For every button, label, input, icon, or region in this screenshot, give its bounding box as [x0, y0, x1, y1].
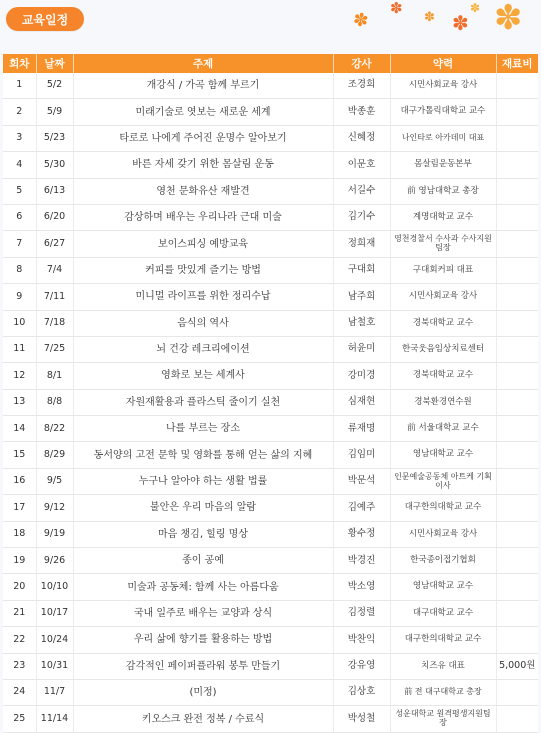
row-number: 9 — [3, 284, 36, 310]
row-bio: 인문예술공동체 아트케 기획이사 — [390, 468, 496, 494]
row-teacher: 김기수 — [333, 204, 390, 230]
row-fee — [496, 257, 538, 283]
row-bio: 前 영남대학교 총장 — [390, 178, 496, 204]
row-date: 7/11 — [36, 284, 73, 310]
row-number: 5 — [3, 178, 36, 204]
row-topic: 마음 챙김, 힐링 명상 — [73, 521, 333, 547]
row-fee — [496, 310, 538, 336]
flower-decoration-icon: ✽ — [424, 10, 435, 25]
table-row — [3, 679, 538, 705]
flower-decoration-icon: ✽ — [452, 11, 469, 35]
flower-decoration-icon: ✽ — [351, 8, 370, 33]
row-fee — [496, 178, 538, 204]
row-topic: 보이스피싱 예방교육 — [73, 231, 333, 257]
flower-decoration-icon: ✽ — [390, 0, 403, 17]
row-date: 5/30 — [36, 152, 73, 178]
table-row — [3, 706, 538, 732]
row-teacher: 정희재 — [333, 231, 390, 257]
row-date: 5/23 — [36, 125, 73, 151]
column-header-bio: 약력 — [390, 54, 496, 73]
row-date: 6/27 — [36, 231, 73, 257]
row-fee — [496, 627, 538, 653]
row-topic: 동서양의 고전 문학 및 영화를 통해 얻는 삶의 지혜 — [73, 442, 333, 468]
row-teacher: 허윤미 — [333, 336, 390, 362]
row-fee — [496, 125, 538, 151]
row-teacher: 류재명 — [333, 416, 390, 442]
column-header-topic: 주제 — [73, 54, 333, 73]
row-date: 5/2 — [36, 73, 73, 99]
row-teacher: 황수정 — [333, 521, 390, 547]
row-fee — [496, 204, 538, 230]
table-row — [3, 600, 538, 626]
row-topic: 개강식 / 가곡 함께 부르기 — [73, 73, 333, 99]
row-fee — [496, 363, 538, 389]
row-topic: (미정) — [73, 679, 333, 705]
table-row — [3, 284, 538, 310]
row-bio: 경북대학교 교수 — [390, 363, 496, 389]
row-number: 8 — [3, 257, 36, 283]
row-date: 9/12 — [36, 495, 73, 521]
row-number: 22 — [3, 627, 36, 653]
row-topic: 종이 공예 — [73, 548, 333, 574]
row-bio: 대구한의대학교 교수 — [390, 627, 496, 653]
row-teacher: 구대회 — [333, 257, 390, 283]
row-topic: 음식의 역사 — [73, 310, 333, 336]
row-number: 17 — [3, 495, 36, 521]
row-number: 10 — [3, 310, 36, 336]
row-number: 2 — [3, 99, 36, 125]
row-teacher: 박성철 — [333, 706, 390, 732]
row-fee — [496, 231, 538, 257]
row-number: 25 — [3, 706, 36, 732]
row-teacher: 신혜정 — [333, 125, 390, 151]
row-bio: 구대회커피 대표 — [390, 257, 496, 283]
row-fee — [496, 336, 538, 362]
row-teacher: 김상호 — [333, 679, 390, 705]
column-header-no: 회차 — [3, 54, 36, 73]
row-fee — [496, 600, 538, 626]
row-fee — [496, 574, 538, 600]
flower-decoration-icon: ✽ — [494, 0, 523, 38]
row-topic: 불안은 우리 마음의 알람 — [73, 495, 333, 521]
row-fee — [496, 389, 538, 415]
row-date: 9/26 — [36, 548, 73, 574]
row-number: 6 — [3, 204, 36, 230]
row-number: 23 — [3, 653, 36, 679]
row-number: 18 — [3, 521, 36, 547]
table-row — [3, 73, 538, 99]
row-number: 11 — [3, 336, 36, 362]
row-number: 21 — [3, 600, 36, 626]
table-row — [3, 548, 538, 574]
row-number: 24 — [3, 679, 36, 705]
row-date: 6/20 — [36, 204, 73, 230]
row-fee — [496, 99, 538, 125]
row-topic: 영천 문화유산 재발견 — [73, 178, 333, 204]
row-number: 3 — [3, 125, 36, 151]
row-date: 11/7 — [36, 679, 73, 705]
row-date: 8/8 — [36, 389, 73, 415]
table-row — [3, 152, 538, 178]
row-bio: 경북환경연수원 — [390, 389, 496, 415]
table-row — [3, 468, 538, 494]
row-fee — [496, 679, 538, 705]
row-teacher: 김임미 — [333, 442, 390, 468]
row-topic: 바른 자세 갖기 위한 몸살림 운동 — [73, 152, 333, 178]
column-header-fee: 재료비 — [496, 54, 538, 73]
row-number: 1 — [3, 73, 36, 99]
table-row — [3, 442, 538, 468]
row-fee — [496, 442, 538, 468]
row-topic: 감상하며 배우는 우리나라 근대 미술 — [73, 204, 333, 230]
row-bio: 한국종이접기협회 — [390, 548, 496, 574]
row-number: 15 — [3, 442, 36, 468]
row-fee — [496, 284, 538, 310]
table-row — [3, 99, 538, 125]
row-topic: 미래기술로 엿보는 새로운 세계 — [73, 99, 333, 125]
column-header-date: 날짜 — [36, 54, 73, 73]
row-bio: 영남대학교 교수 — [390, 574, 496, 600]
row-teacher: 남주희 — [333, 284, 390, 310]
row-bio: 시민사회교육 강사 — [390, 521, 496, 547]
row-teacher: 박소영 — [333, 574, 390, 600]
table-row — [3, 310, 538, 336]
row-date: 7/4 — [36, 257, 73, 283]
row-bio: 前 전 대구대학교 총장 — [390, 679, 496, 705]
row-bio: 시민사회교육 강사 — [390, 284, 496, 310]
row-bio: 영남대학교 교수 — [390, 442, 496, 468]
row-topic: 타로로 나에게 주어진 운명수 알아보기 — [73, 125, 333, 151]
row-fee — [496, 152, 538, 178]
row-topic: 우리 삶에 향기를 활용하는 방법 — [73, 627, 333, 653]
row-topic: 미술과 공동체: 함께 사는 아름다움 — [73, 574, 333, 600]
table-header-row — [3, 54, 538, 73]
row-teacher: 박종훈 — [333, 99, 390, 125]
row-topic: 감각적인 페이퍼플라워 봉투 만들기 — [73, 653, 333, 679]
row-date: 8/29 — [36, 442, 73, 468]
row-teacher: 강유영 — [333, 653, 390, 679]
row-bio: 경북대학교 교수 — [390, 310, 496, 336]
table-row — [3, 231, 538, 257]
row-fee — [496, 521, 538, 547]
row-fee — [496, 495, 538, 521]
table-row — [3, 521, 538, 547]
row-bio: 시민사회교육 강사 — [390, 73, 496, 99]
row-bio: 前 서울대학교 교수 — [390, 416, 496, 442]
row-date: 10/31 — [36, 653, 73, 679]
row-teacher: 남철호 — [333, 310, 390, 336]
row-date: 10/17 — [36, 600, 73, 626]
row-fee — [496, 706, 538, 732]
row-fee — [496, 416, 538, 442]
row-date: 11/14 — [36, 706, 73, 732]
row-bio: 대구대학교 교수 — [390, 600, 496, 626]
table-row — [3, 178, 538, 204]
row-date: 9/19 — [36, 521, 73, 547]
row-teacher: 심재현 — [333, 389, 390, 415]
row-teacher: 강미경 — [333, 363, 390, 389]
page-header — [0, 0, 541, 52]
row-date: 6/13 — [36, 178, 73, 204]
row-fee — [496, 73, 538, 99]
row-date: 8/1 — [36, 363, 73, 389]
row-bio: 몸살림운동본부 — [390, 152, 496, 178]
row-topic: 국내 일주로 배우는 교양과 상식 — [73, 600, 333, 626]
row-topic: 뇌 건강 레크리에이션 — [73, 336, 333, 362]
table-row — [3, 389, 538, 415]
row-bio: 영천경찰서 수사과 수사지원팀장 — [390, 231, 496, 257]
row-number: 19 — [3, 548, 36, 574]
row-number: 12 — [3, 363, 36, 389]
table-row — [3, 336, 538, 362]
row-date: 7/25 — [36, 336, 73, 362]
row-fee: 5,000원 — [496, 653, 538, 679]
row-topic: 영화로 보는 세계사 — [73, 363, 333, 389]
row-date: 10/24 — [36, 627, 73, 653]
row-bio: 한국웃음임상치료센터 — [390, 336, 496, 362]
table-row — [3, 495, 538, 521]
row-teacher: 박문석 — [333, 468, 390, 494]
row-teacher: 박찬익 — [333, 627, 390, 653]
row-teacher: 이문호 — [333, 152, 390, 178]
row-teacher: 조경희 — [333, 73, 390, 99]
row-number: 4 — [3, 152, 36, 178]
row-number: 7 — [3, 231, 36, 257]
row-date: 9/5 — [36, 468, 73, 494]
table-row — [3, 257, 538, 283]
row-date: 8/22 — [36, 416, 73, 442]
row-teacher: 서길수 — [333, 178, 390, 204]
row-teacher: 박경진 — [333, 548, 390, 574]
table-row — [3, 204, 538, 230]
table-row — [3, 416, 538, 442]
row-teacher: 김정렬 — [333, 600, 390, 626]
table-row — [3, 363, 538, 389]
row-topic: 자원재활용과 플라스틱 줄이기 실천 — [73, 389, 333, 415]
row-date: 7/18 — [36, 310, 73, 336]
row-bio: 대구한의대학교 교수 — [390, 495, 496, 521]
row-number: 20 — [3, 574, 36, 600]
flower-decoration-icon: ✽ — [470, 1, 481, 15]
row-bio: 나인타로 아카데미 대표 — [390, 125, 496, 151]
row-date: 10/10 — [36, 574, 73, 600]
row-bio: 대구가톨릭대학교 교수 — [390, 99, 496, 125]
row-topic: 누구나 알아야 하는 생활 법률 — [73, 468, 333, 494]
column-header-teacher: 강사 — [333, 54, 390, 73]
row-bio: 성운대학교 원격평생지원팀장 — [390, 706, 496, 732]
table-row — [3, 574, 538, 600]
table-row — [3, 125, 538, 151]
row-number: 16 — [3, 468, 36, 494]
row-topic: 키오스크 완전 정복 / 수료식 — [73, 706, 333, 732]
row-topic: 커피를 맛있게 즐기는 방법 — [73, 257, 333, 283]
row-bio: 계명대학교 교수 — [390, 204, 496, 230]
row-teacher: 김예주 — [333, 495, 390, 521]
row-fee — [496, 468, 538, 494]
schedule-table — [3, 54, 538, 733]
table-row — [3, 627, 538, 653]
row-bio: 치즈유 대표 — [390, 653, 496, 679]
row-number: 13 — [3, 389, 36, 415]
row-topic: 나를 부르는 장소 — [73, 416, 333, 442]
row-number: 14 — [3, 416, 36, 442]
row-date: 5/9 — [36, 99, 73, 125]
row-fee — [496, 548, 538, 574]
table-row — [3, 653, 538, 679]
row-topic: 미니멀 라이프를 위한 정리수납 — [73, 284, 333, 310]
page-title: 교육일정 — [6, 7, 84, 31]
